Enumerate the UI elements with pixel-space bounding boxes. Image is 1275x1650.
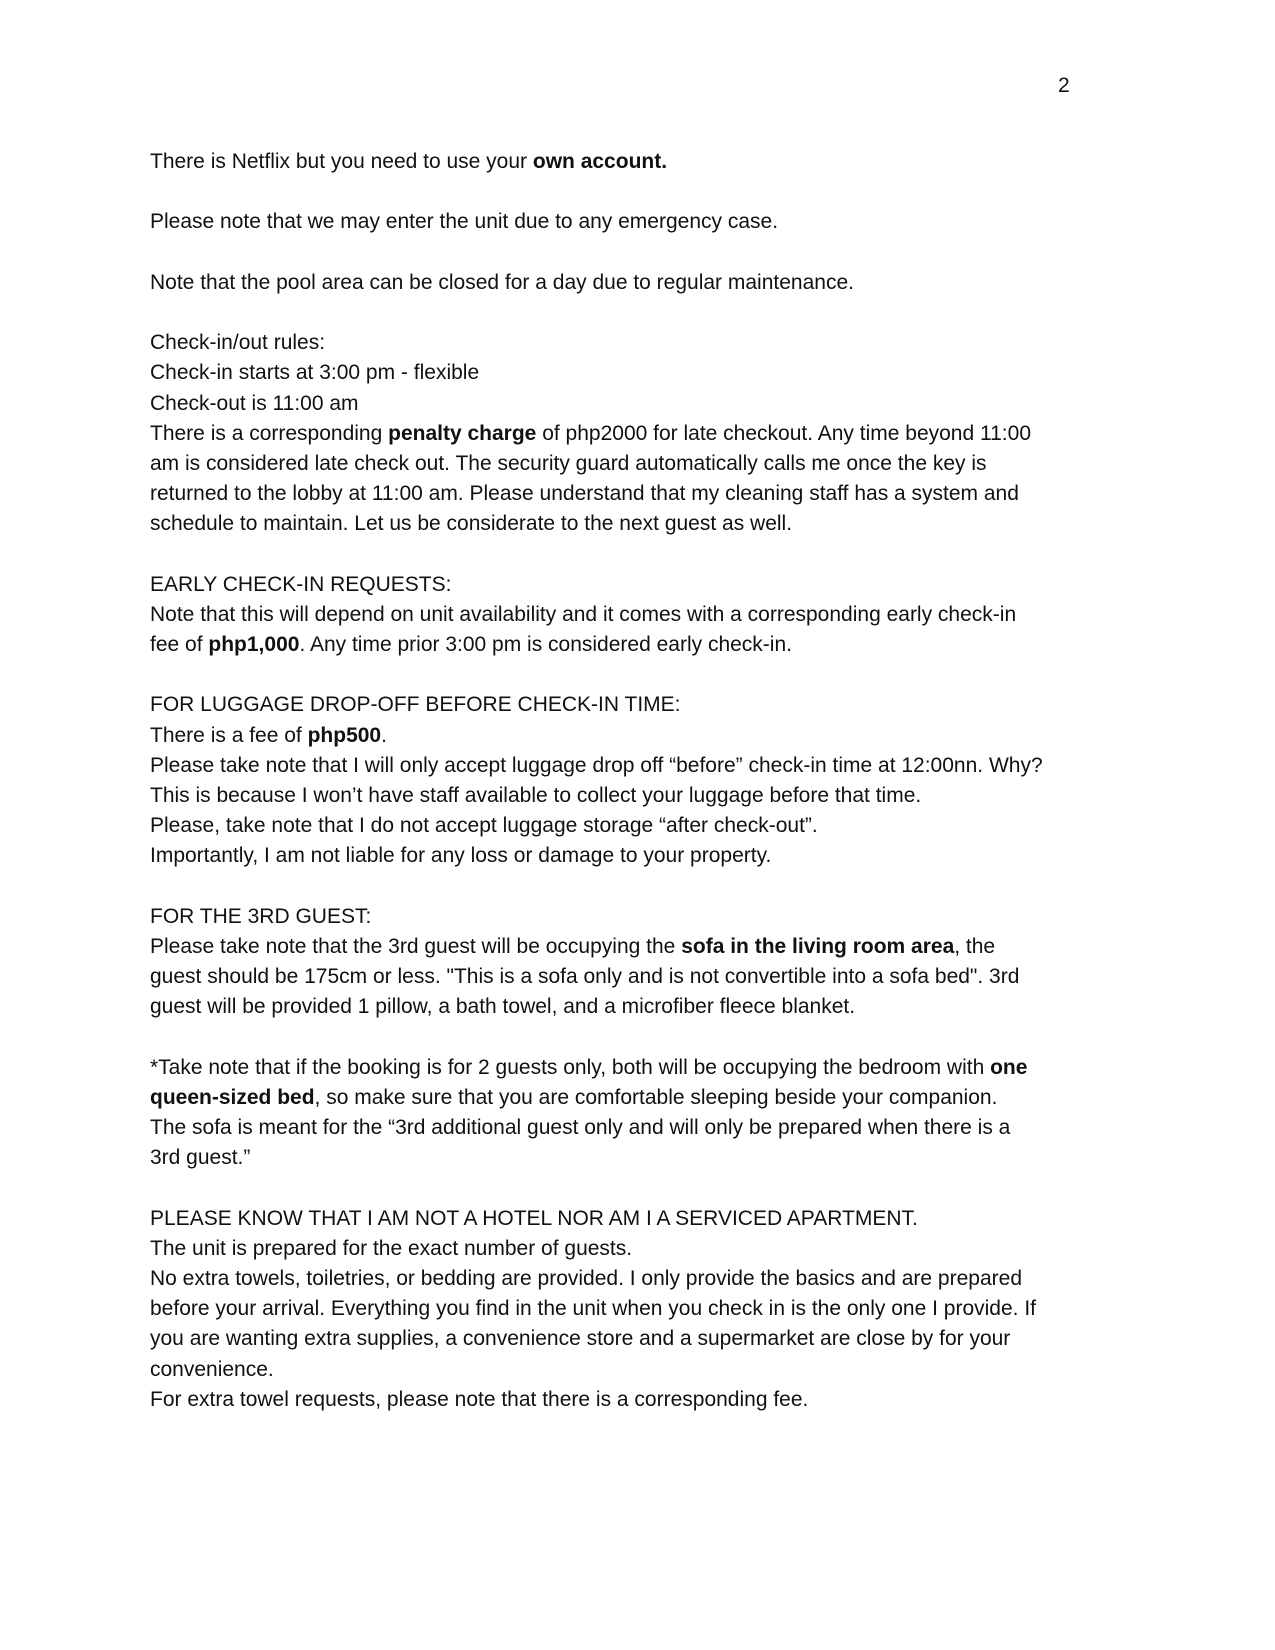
luggage-line-3: Please, take note that I do not accept luggage storage “after check-out”.	[150, 814, 818, 838]
not-hotel-section	[150, 1204, 1130, 1415]
early-checkin-section	[150, 570, 1130, 661]
checkin-section	[150, 328, 1130, 539]
not-hotel-heading: PLEASE KNOW THAT I AM NOT A HOTEL NOR AM I A SERVICED APARTMENT.	[150, 1206, 918, 1230]
penalty-bold: penalty charge	[388, 421, 537, 445]
third-guest-line-2: guest should be 175cm or less. "This is a sofa only and is not convertible into a sofa bed". 3rd	[150, 965, 1020, 989]
penalty-text-a: There is a corresponding	[150, 421, 389, 445]
pool-text: Note that the pool area can be closed for a day due to regular maintenance.	[150, 270, 854, 294]
emergency-note	[150, 207, 1130, 237]
early-fee-bold: php1,000	[208, 633, 300, 656]
queen-bed-bold: queen-sized bed	[150, 1085, 315, 1109]
early-checkin-line-1: Note that this will depend on unit availability and it comes with a corresponding early check-in	[150, 602, 1017, 626]
two-guests-text-a: *Take note that if the booking is for 2 guests only, both will be occupying the bedroom with	[150, 1055, 991, 1079]
luggage-heading: FOR LUGGAGE DROP-OFF BEFORE CHECK-IN TIME:	[150, 693, 681, 717]
two-guests-line-3: The sofa is meant for the “3rd additional guest only and will only be prepared when there is a	[150, 1116, 1011, 1139]
checkin-start: Check-in starts at 3:00 pm - flexible	[150, 361, 480, 385]
two-guests-line-4: 3rd guest.”	[150, 1146, 251, 1170]
checkin-heading: Check-in/out rules:	[150, 331, 326, 355]
early-fee-text-c: . Any time prior 3:00 pm is considered early check-in.	[299, 633, 792, 656]
luggage-fee-text-c: .	[381, 723, 387, 747]
netflix-bold: own account.	[532, 150, 668, 173]
penalty-text-c: of php2000 for late checkout. Any time beyond 11:00	[536, 421, 1031, 445]
early-checkin-heading: EARLY CHECK-IN REQUESTS:	[150, 572, 452, 596]
not-hotel-line-1: The unit is prepared for the exact number of guests.	[150, 1236, 633, 1260]
luggage-section	[150, 690, 1130, 871]
luggage-line-1: Please take note that I will only accept luggage drop off “before” check-in time at 12:00nn. Why?	[150, 753, 1043, 777]
not-hotel-line-4: you are wanting extra supplies, a convenience store and a supermarket are close by for your	[150, 1327, 1011, 1351]
checkin-line-3: returned to the lobby at 11:00 am. Please understand that my cleaning staff has a system and	[150, 482, 1019, 506]
checkin-line-2: am is considered late check out. The security guard automatically calls me once the key is	[150, 451, 987, 475]
early-fee-text-a: fee of	[150, 633, 209, 656]
checkin-line-4: schedule to maintain. Let us be considerate to the next guest as well.	[150, 512, 793, 536]
third-guest-text-a: Please take note that the 3rd guest will be occupying the	[150, 934, 682, 958]
luggage-line-2: This is because I won’t have staff available to collect your luggage before that time.	[150, 783, 922, 807]
two-guests-text-b: , so make sure that you are comfortable sleeping beside your companion.	[314, 1085, 998, 1109]
third-guest-section	[150, 902, 1130, 1023]
third-guest-text-c: , the	[954, 934, 996, 958]
netflix-note	[150, 147, 1130, 177]
page-number: 2	[1058, 74, 1070, 97]
luggage-line-4: Importantly, I am not liable for any loss or damage to your property.	[150, 844, 772, 868]
third-guest-bold: sofa in the living room area	[681, 934, 955, 958]
checkout-time: Check-out is 11:00 am	[150, 391, 359, 415]
luggage-fee-text-a: There is a fee of	[150, 723, 308, 747]
two-guests-bold-one: one	[990, 1055, 1028, 1079]
not-hotel-line-3: before your arrival. Everything you find in the unit when you check in is the only one I provide. If	[150, 1297, 1036, 1321]
two-guests-note	[150, 1053, 1130, 1174]
third-guest-heading: FOR THE 3RD GUEST:	[150, 904, 372, 928]
luggage-fee-bold: php500	[307, 723, 382, 747]
netflix-text: There is Netflix but you need to use your	[150, 150, 533, 173]
not-hotel-line-5: convenience.	[150, 1357, 274, 1381]
not-hotel-line-2: No extra towels, toiletries, or bedding are provided. I only provide the basics and are prepared	[150, 1266, 1022, 1290]
third-guest-line-3: guest will be provided 1 pillow, a bath towel, and a microfiber fleece blanket.	[150, 995, 856, 1019]
not-hotel-line-6: For extra towel requests, please note that there is a corresponding fee.	[150, 1387, 809, 1411]
emergency-text: Please note that we may enter the unit due to any emergency case.	[150, 210, 779, 234]
pool-note	[150, 268, 1130, 298]
document-body	[150, 147, 1130, 1445]
